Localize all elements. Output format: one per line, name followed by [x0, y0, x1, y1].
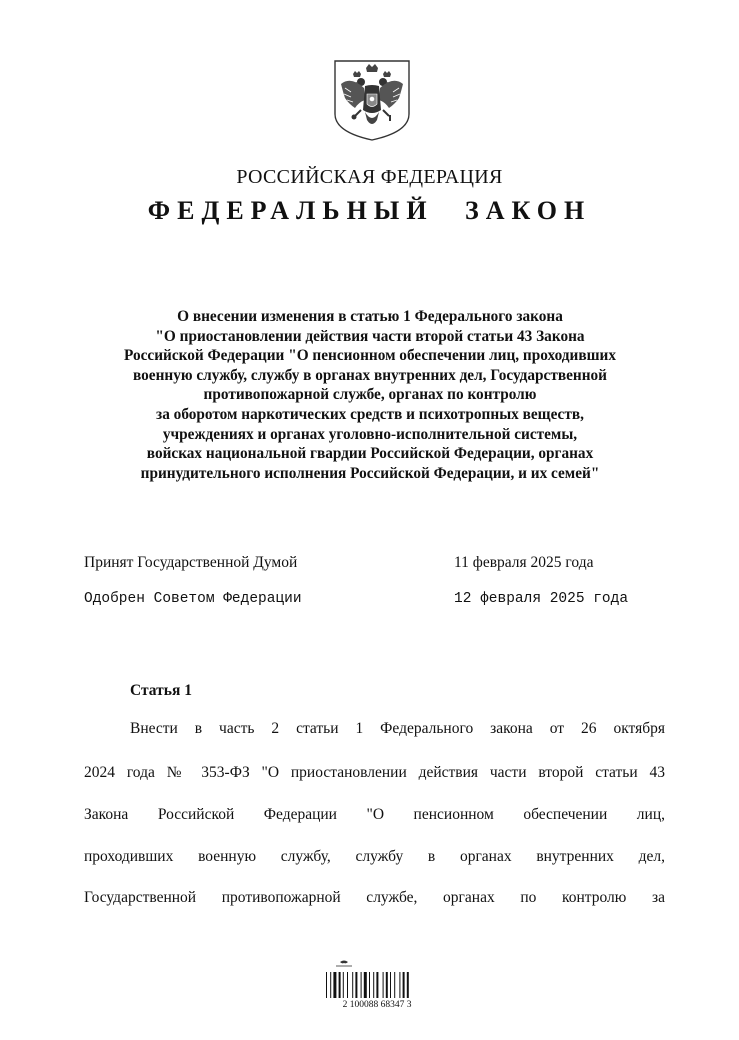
adoption-label: Одобрен Советом Федерации [84, 591, 302, 607]
article-text-line: Внести в часть 2 статьи 1 Федерального закона от 26 октября [130, 720, 665, 737]
barcode-bar [407, 972, 409, 998]
barcode-bar [390, 972, 391, 998]
law-title-line: "О приостановлении действия части второй статьи 43 Закона [155, 327, 585, 345]
coat-of-arms-emblem [331, 58, 413, 142]
law-title-line: войсках национальной гвардии Российской Федерации, органах [146, 445, 594, 463]
barcode-bar [386, 972, 388, 998]
law-title-line: О внесении изменения в статью 1 Федерального закона [177, 308, 563, 325]
barcode-bar [373, 972, 374, 998]
document-type: ФЕДЕРАЛЬНЫЙ ЗАКОН [147, 196, 592, 225]
barcode-bar [394, 972, 395, 998]
article-text-line: 2024 года № 353-ФЗ "О приостановлении действия части второй статьи 43 [84, 764, 665, 781]
barcode-bar [330, 972, 331, 998]
barcode-bar [339, 972, 341, 998]
adoption-label: Принят Государственной Думой [84, 554, 298, 571]
law-title-line: учреждениях и органах уголовно-исполнительной системы, [162, 425, 578, 443]
barcode-bar [333, 972, 336, 998]
article-text-line: Закона Российской Федерации "О пенсионном обеспечении лиц, [84, 806, 665, 823]
adoption-date: 12 февраля 2025 года [454, 591, 629, 607]
law-title-line: за оборотом наркотических средств и психотропных веществ, [156, 405, 584, 423]
law-title-line: противопожарной службе, органах по контролю [203, 386, 537, 404]
barcode-bar [343, 972, 344, 998]
article-heading: Статья 1 [130, 682, 192, 699]
country-name: РОССИЙСКАЯ ФЕДЕРАЦИЯ [236, 166, 503, 188]
barcode-bar [355, 972, 357, 998]
barcode-number: 2 100088 68347 3 [342, 1000, 412, 1010]
adoption-date: 11 февраля 2025 года [454, 554, 594, 571]
law-title-line: военную службу, службу в органах внутренних дел, Государственной [133, 366, 607, 384]
barcode-bar [352, 972, 353, 998]
law-title-line: Российской Федерации "О пенсионном обеспечении лиц, проходивших [124, 347, 616, 365]
barcode-bar [403, 972, 405, 998]
barcode-bar [364, 972, 367, 998]
adoption-duma [84, 554, 644, 572]
barcode-bar [369, 972, 370, 998]
barcode-bar [361, 972, 362, 998]
adoption-federation-council [84, 591, 644, 607]
barcode-bar [376, 972, 378, 998]
law-title-line: принудительного исполнения Российской Федерации, и их семей" [140, 464, 600, 482]
barcode-bar [399, 972, 400, 998]
barcode-bar [326, 972, 327, 998]
article-text-line: Государственной противопожарной службе, органах по контролю за [84, 889, 665, 906]
law-title [70, 307, 670, 483]
barcode-bar [383, 972, 384, 998]
article-text-line: проходивших военную службу, службу в органах внутренних дел, [84, 848, 665, 865]
barcode-bar [347, 972, 348, 998]
